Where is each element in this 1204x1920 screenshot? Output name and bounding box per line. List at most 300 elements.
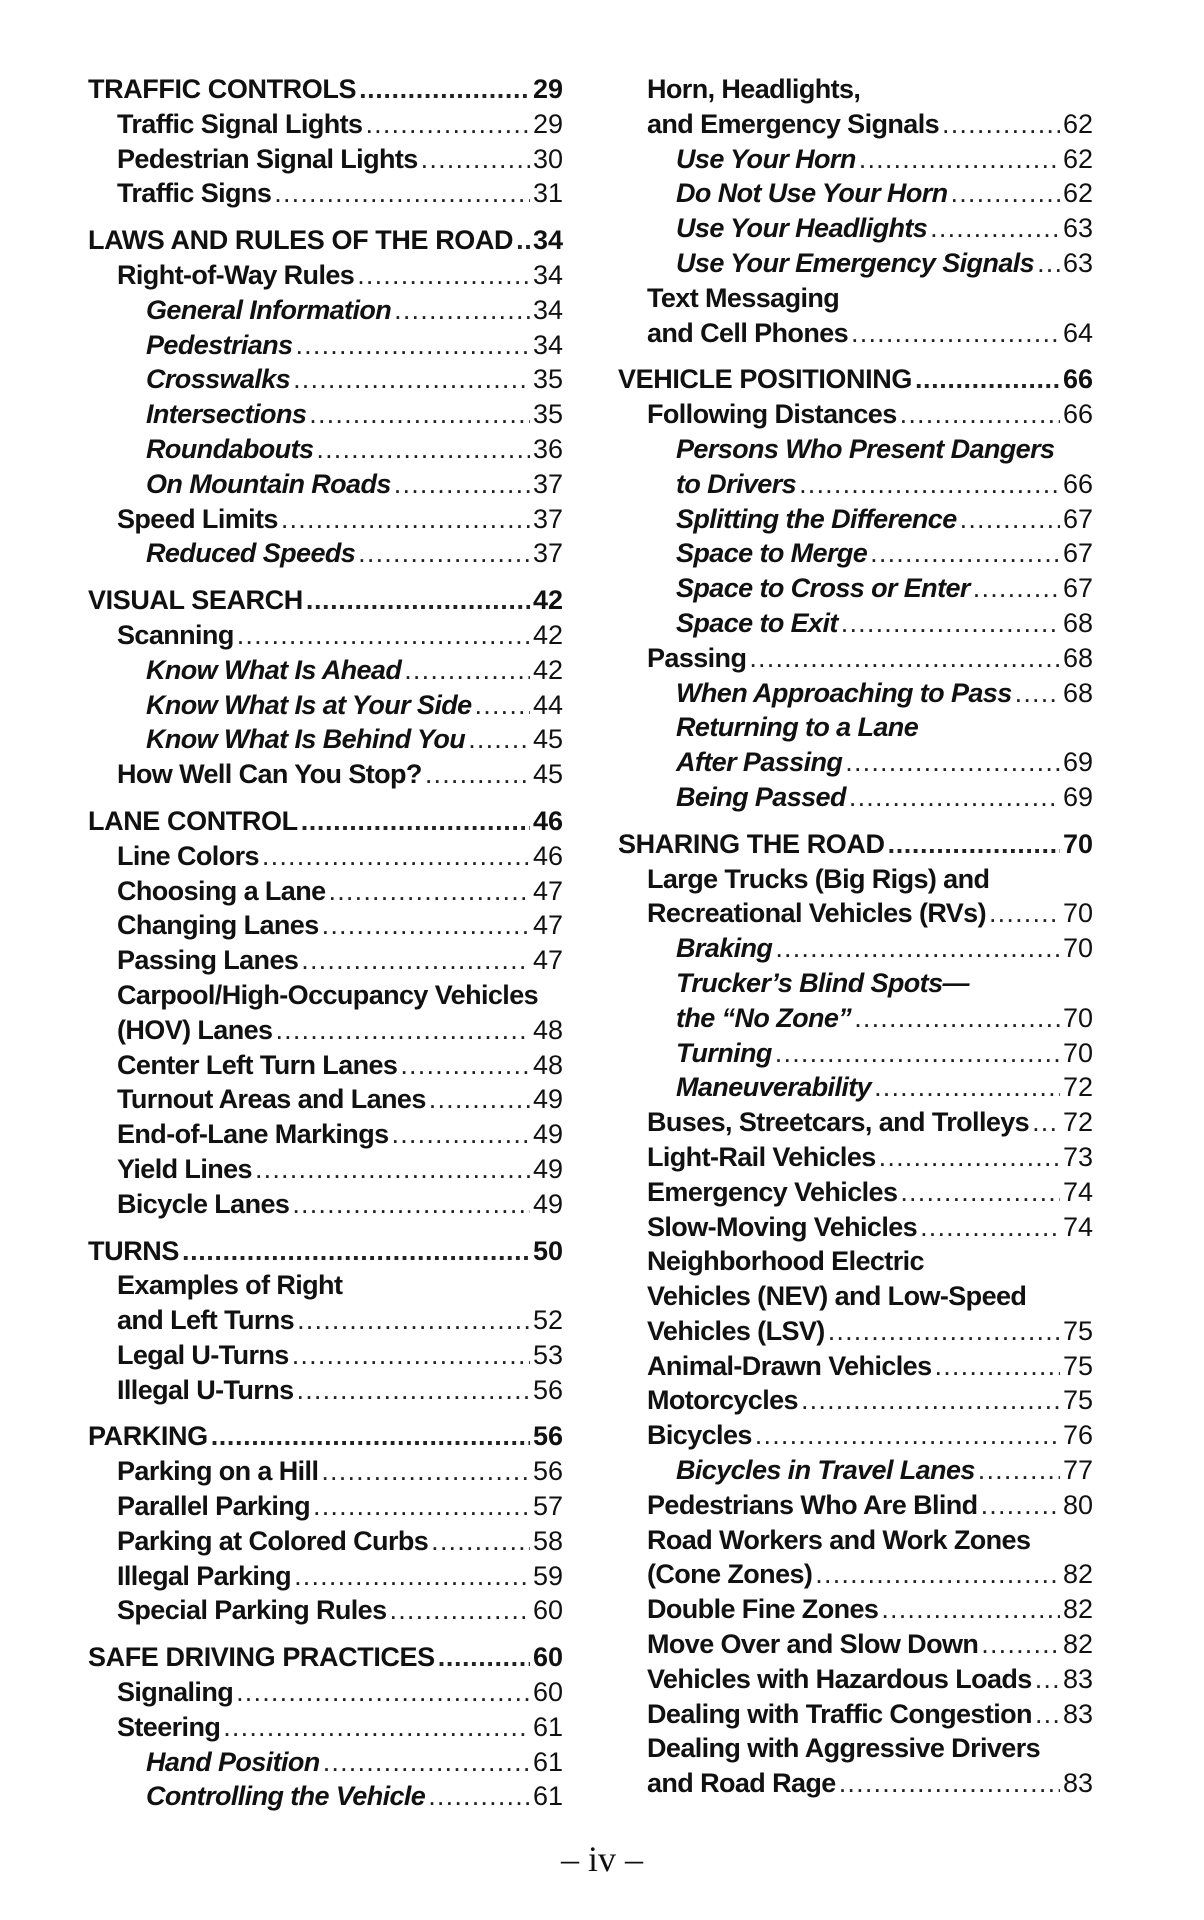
toc-entry-title: Examples of Right bbox=[117, 1270, 343, 1301]
toc-page-number[interactable]: 83 bbox=[1062, 1768, 1093, 1799]
toc-page-number[interactable]: 46 bbox=[532, 805, 563, 836]
toc-entry-title: LANE CONTROL bbox=[88, 805, 298, 836]
toc-entry-line bbox=[117, 1048, 563, 1083]
toc-page-number[interactable]: 73 bbox=[1062, 1141, 1093, 1172]
dot-leader bbox=[516, 223, 530, 258]
toc-entry-line bbox=[117, 502, 563, 537]
dot-leader bbox=[749, 641, 1060, 676]
toc-page-number[interactable]: 62 bbox=[1062, 108, 1093, 139]
toc-entry[interactable] bbox=[88, 908, 563, 943]
toc-section-heading[interactable] bbox=[88, 583, 563, 618]
toc-entry-line bbox=[117, 978, 563, 1013]
toc-page-number[interactable]: 70 bbox=[1062, 828, 1093, 859]
toc-page-number[interactable]: 66 bbox=[1062, 364, 1093, 395]
toc-entry[interactable] bbox=[88, 1338, 563, 1373]
toc-page-number[interactable]: 47 bbox=[532, 875, 563, 906]
toc-section-heading[interactable] bbox=[618, 827, 1093, 862]
toc-page-number[interactable]: 74 bbox=[1062, 1176, 1093, 1207]
toc-entry[interactable] bbox=[88, 1454, 563, 1489]
toc-entry-line bbox=[117, 1675, 563, 1710]
toc-page-number[interactable]: 61 bbox=[532, 1746, 563, 1777]
toc-entry-line bbox=[647, 1662, 1093, 1697]
toc-section-heading[interactable] bbox=[88, 223, 563, 258]
toc-entry-line bbox=[88, 72, 563, 107]
dot-leader bbox=[973, 571, 1060, 606]
toc-page-number[interactable]: 37 bbox=[532, 468, 563, 499]
toc-entry-line bbox=[146, 536, 563, 571]
toc-entry[interactable] bbox=[88, 978, 563, 1048]
dot-leader bbox=[322, 908, 530, 943]
toc-subentry[interactable] bbox=[88, 653, 563, 688]
toc-page-number[interactable]: 34 bbox=[532, 294, 563, 325]
toc-entry-title: and Emergency Signals bbox=[647, 108, 940, 139]
toc-entry-line bbox=[676, 1001, 1093, 1036]
toc-entry[interactable] bbox=[618, 72, 1093, 142]
toc-entry-title: Space to Exit bbox=[676, 607, 838, 638]
toc-page-number[interactable]: 45 bbox=[532, 724, 563, 755]
toc-subentry[interactable] bbox=[618, 606, 1093, 641]
toc-entry-title: Parking on a Hill bbox=[117, 1456, 319, 1487]
dot-leader bbox=[989, 896, 1060, 931]
dot-leader bbox=[357, 258, 530, 293]
toc-entry-line bbox=[88, 804, 563, 839]
toc-subentry[interactable] bbox=[618, 710, 1093, 780]
toc-entry-title: Motorcycles bbox=[647, 1385, 798, 1416]
toc-page-number[interactable]: 30 bbox=[532, 143, 563, 174]
toc-entry[interactable] bbox=[88, 1675, 563, 1710]
toc-page-number[interactable]: 67 bbox=[1062, 503, 1093, 534]
toc-entry-title: Splitting the Difference bbox=[676, 503, 957, 534]
toc-subentry[interactable] bbox=[88, 688, 563, 723]
toc-entry-title: When Approaching to Pass bbox=[676, 677, 1012, 708]
dot-leader bbox=[839, 1766, 1060, 1801]
toc-entry-line bbox=[88, 223, 563, 258]
toc-page-number[interactable]: 44 bbox=[532, 689, 563, 720]
toc-page-number[interactable]: 82 bbox=[1062, 1594, 1093, 1625]
toc-page-number[interactable]: 37 bbox=[532, 503, 563, 534]
toc-entry-line bbox=[117, 1454, 563, 1489]
toc-entry[interactable] bbox=[88, 1524, 563, 1559]
toc-page-number[interactable]: 75 bbox=[1062, 1315, 1093, 1346]
toc-section-heading[interactable] bbox=[88, 1419, 563, 1454]
toc-entry[interactable] bbox=[88, 1082, 563, 1117]
toc-page-number[interactable]: 60 bbox=[532, 1677, 563, 1708]
dot-leader bbox=[1035, 1697, 1060, 1732]
toc-page-number[interactable]: 70 bbox=[1062, 1002, 1093, 1033]
toc-page-number[interactable]: 83 bbox=[1062, 1698, 1093, 1729]
dot-leader bbox=[1037, 246, 1060, 281]
toc-entry[interactable] bbox=[88, 1187, 563, 1222]
toc-subentry[interactable] bbox=[618, 966, 1093, 1036]
toc-subentry[interactable] bbox=[88, 467, 563, 502]
toc-entry-line bbox=[647, 862, 1093, 897]
toc-entry[interactable] bbox=[88, 1048, 563, 1083]
toc-entry[interactable] bbox=[618, 397, 1093, 432]
toc-page-number[interactable]: 49 bbox=[532, 1153, 563, 1184]
toc-subentry[interactable] bbox=[88, 722, 563, 757]
dot-leader bbox=[281, 502, 530, 537]
toc-entry-line bbox=[117, 142, 563, 177]
toc-page-number[interactable]: 47 bbox=[532, 910, 563, 941]
toc-page-number[interactable]: 34 bbox=[532, 225, 563, 256]
toc-page-number[interactable]: 64 bbox=[1062, 317, 1093, 348]
toc-subentry[interactable] bbox=[618, 571, 1093, 606]
toc-entry-line bbox=[676, 571, 1093, 606]
toc-entry-line bbox=[676, 676, 1093, 711]
toc-page-number[interactable]: 49 bbox=[532, 1119, 563, 1150]
dot-leader bbox=[394, 293, 530, 328]
toc-entry-title: Buses, Streetcars, and Trolleys bbox=[647, 1107, 1030, 1138]
dot-leader bbox=[211, 1419, 530, 1454]
dot-leader bbox=[475, 688, 530, 723]
toc-page-number[interactable]: 57 bbox=[532, 1491, 563, 1522]
toc-subentry[interactable] bbox=[618, 176, 1093, 211]
toc-page-number[interactable]: 42 bbox=[532, 585, 563, 616]
toc-entry-line bbox=[146, 432, 563, 467]
toc-page-number[interactable]: 74 bbox=[1062, 1211, 1093, 1242]
toc-page-number[interactable]: 68 bbox=[1062, 607, 1093, 638]
toc-page-number[interactable]: 63 bbox=[1062, 247, 1093, 278]
dot-leader bbox=[182, 1234, 530, 1269]
toc-entry-title: How Well Can You Stop? bbox=[117, 759, 422, 790]
toc-page-number[interactable]: 50 bbox=[532, 1235, 563, 1266]
toc-entry-title: PARKING bbox=[88, 1421, 208, 1452]
toc-entry-line bbox=[117, 874, 563, 909]
toc-entry-title: Illegal U-Turns bbox=[117, 1374, 294, 1405]
toc-entry-line bbox=[647, 1105, 1093, 1140]
toc-page-number[interactable]: 72 bbox=[1062, 1107, 1093, 1138]
toc-page-number[interactable]: 37 bbox=[532, 538, 563, 569]
toc-subentry[interactable] bbox=[88, 362, 563, 397]
toc-entry-title: Braking bbox=[676, 933, 773, 964]
toc-entry[interactable] bbox=[88, 757, 563, 792]
toc-subentry[interactable] bbox=[618, 931, 1093, 966]
toc-page-number[interactable]: 69 bbox=[1062, 747, 1093, 778]
dot-leader bbox=[900, 397, 1060, 432]
toc-page-number[interactable]: 29 bbox=[532, 74, 563, 104]
toc-entry-title: Right-of-Way Rules bbox=[117, 259, 355, 290]
toc-entry-title: Being Passed bbox=[676, 781, 846, 812]
toc-entry-line bbox=[676, 710, 1093, 745]
toc-subentry[interactable] bbox=[88, 397, 563, 432]
dot-leader bbox=[1015, 676, 1060, 711]
toc-entry-title: Light-Rail Vehicles bbox=[647, 1141, 876, 1172]
toc-entry-title: Use Your Horn bbox=[676, 143, 856, 174]
toc-entry-line bbox=[676, 176, 1093, 211]
dot-leader bbox=[930, 211, 1060, 246]
toc-page-number[interactable]: 80 bbox=[1062, 1489, 1093, 1520]
toc-entry-line bbox=[676, 502, 1093, 537]
toc-page-number[interactable]: 68 bbox=[1062, 677, 1093, 708]
toc-page-number[interactable]: 49 bbox=[532, 1084, 563, 1115]
toc-section-heading[interactable] bbox=[618, 362, 1093, 397]
toc-entry[interactable] bbox=[88, 1710, 563, 1745]
toc-page-number[interactable]: 77 bbox=[1062, 1455, 1093, 1486]
toc-entry[interactable] bbox=[88, 502, 563, 537]
toc-page-number[interactable]: 48 bbox=[532, 1014, 563, 1045]
toc-entry-title: Choosing a Lane bbox=[117, 875, 326, 906]
toc-entry[interactable] bbox=[88, 1559, 563, 1594]
toc-page-number[interactable]: 35 bbox=[532, 399, 563, 430]
toc-section-heading[interactable] bbox=[88, 1234, 563, 1269]
dot-leader bbox=[359, 72, 530, 107]
toc-entry-title: SAFE DRIVING PRACTICES bbox=[88, 1642, 435, 1673]
toc-page-number[interactable]: 75 bbox=[1062, 1385, 1093, 1416]
toc-entry-line bbox=[647, 1210, 1093, 1245]
dot-leader bbox=[313, 1489, 530, 1524]
toc-entry[interactable] bbox=[88, 1152, 563, 1187]
toc-entry-title: Special Parking Rules bbox=[117, 1595, 387, 1626]
toc-entry[interactable] bbox=[88, 839, 563, 874]
toc-entry-title: Do Not Use Your Horn bbox=[676, 178, 948, 209]
toc-page-number[interactable]: 49 bbox=[532, 1188, 563, 1219]
toc-entry[interactable] bbox=[618, 1662, 1093, 1697]
toc-entry-line bbox=[676, 211, 1093, 246]
toc-section-heading[interactable] bbox=[88, 804, 563, 839]
toc-page-number[interactable]: 59 bbox=[532, 1560, 563, 1591]
toc-entry-line bbox=[88, 1419, 563, 1454]
toc-subentry[interactable] bbox=[618, 780, 1093, 815]
toc-entry-line bbox=[647, 107, 1093, 142]
toc-page-number[interactable]: 48 bbox=[532, 1049, 563, 1080]
toc-entry-line bbox=[88, 1234, 563, 1269]
toc-subentry[interactable] bbox=[88, 1779, 563, 1814]
toc-page-number[interactable]: 82 bbox=[1062, 1629, 1093, 1660]
toc-entry[interactable] bbox=[88, 176, 563, 211]
toc-page-number[interactable]: 36 bbox=[532, 433, 563, 464]
dot-leader bbox=[309, 397, 530, 432]
toc-entry[interactable] bbox=[88, 874, 563, 909]
dot-leader bbox=[881, 1592, 1060, 1627]
toc-entry[interactable] bbox=[88, 1489, 563, 1524]
dot-leader bbox=[468, 722, 530, 757]
toc-entry-title: Know What Is at Your Side bbox=[146, 689, 472, 720]
toc-page-number[interactable]: 52 bbox=[532, 1305, 563, 1336]
toc-entry-title: Dealing with Aggressive Drivers bbox=[647, 1733, 1041, 1764]
dot-leader bbox=[236, 1675, 530, 1710]
toc-entry-line bbox=[647, 1279, 1093, 1314]
toc-entry-title: and Road Rage bbox=[647, 1768, 836, 1799]
toc-subentry[interactable] bbox=[88, 293, 563, 328]
toc-entry[interactable] bbox=[618, 1105, 1093, 1140]
toc-entry-title: Passing Lanes bbox=[117, 945, 299, 976]
toc-entry[interactable] bbox=[618, 1731, 1093, 1801]
toc-entry-line bbox=[117, 1593, 563, 1628]
toc-page-number[interactable]: 62 bbox=[1062, 143, 1093, 174]
toc-subentry[interactable] bbox=[618, 1453, 1093, 1488]
dot-leader bbox=[323, 1745, 530, 1780]
toc-subentry[interactable] bbox=[618, 536, 1093, 571]
toc-page-number[interactable]: 68 bbox=[1062, 642, 1093, 673]
toc-entry[interactable] bbox=[88, 107, 563, 142]
toc-entry-title: Hand Position bbox=[146, 1746, 320, 1777]
toc-page-number[interactable]: 35 bbox=[532, 364, 563, 395]
toc-subentry[interactable] bbox=[88, 328, 563, 363]
toc-section-heading[interactable] bbox=[88, 72, 563, 107]
toc-subentry[interactable] bbox=[618, 1070, 1093, 1105]
toc-entry-line bbox=[676, 780, 1093, 815]
toc-entry[interactable] bbox=[88, 1117, 563, 1152]
toc-entry[interactable] bbox=[618, 1627, 1093, 1662]
toc-entry[interactable] bbox=[618, 1140, 1093, 1175]
toc-subentry[interactable] bbox=[618, 432, 1093, 502]
toc-page-number[interactable]: 70 bbox=[1062, 933, 1093, 964]
toc-entry-title: Dealing with Traffic Congestion bbox=[647, 1698, 1032, 1729]
dot-leader bbox=[400, 1048, 530, 1083]
toc-entry-title: to Drivers bbox=[676, 468, 797, 499]
dot-leader bbox=[775, 1036, 1060, 1071]
toc-subentry[interactable] bbox=[618, 1036, 1093, 1071]
toc-page-number[interactable]: 70 bbox=[1062, 898, 1093, 929]
toc-entry-title: Line Colors bbox=[117, 840, 259, 871]
toc-entry-line bbox=[676, 1070, 1093, 1105]
toc-subentry[interactable] bbox=[88, 432, 563, 467]
toc-subentry[interactable] bbox=[88, 1745, 563, 1780]
dot-leader bbox=[321, 1454, 530, 1489]
toc-entry-title: Controlling the Vehicle bbox=[146, 1781, 426, 1812]
toc-entry[interactable] bbox=[618, 1175, 1093, 1210]
dot-leader bbox=[301, 943, 530, 978]
toc-page-number[interactable]: 62 bbox=[1062, 178, 1093, 209]
toc-page-number[interactable]: 83 bbox=[1062, 1663, 1093, 1694]
toc-page-number[interactable]: 67 bbox=[1062, 573, 1093, 604]
toc-entry-title: and Cell Phones bbox=[647, 317, 849, 348]
toc-entry[interactable] bbox=[618, 1383, 1093, 1418]
toc-entry-line bbox=[647, 1557, 1093, 1592]
toc-entry-line bbox=[647, 1314, 1093, 1349]
toc-page-number[interactable]: 82 bbox=[1062, 1559, 1093, 1590]
toc-entry[interactable] bbox=[618, 1418, 1093, 1453]
toc-page-number[interactable]: 29 bbox=[532, 108, 563, 139]
toc-entry[interactable] bbox=[618, 1244, 1093, 1348]
toc-page-number[interactable]: 75 bbox=[1062, 1350, 1093, 1381]
toc-page-number[interactable]: 70 bbox=[1062, 1037, 1093, 1068]
toc-section-heading[interactable] bbox=[88, 1640, 563, 1675]
toc-page-number[interactable]: 47 bbox=[532, 945, 563, 976]
dot-leader bbox=[874, 1070, 1060, 1105]
toc-entry-line bbox=[647, 641, 1093, 676]
page-number-folio: – iv – bbox=[560, 1839, 643, 1879]
dot-leader bbox=[274, 176, 530, 211]
toc-subentry[interactable] bbox=[88, 536, 563, 571]
toc-entry[interactable] bbox=[88, 1593, 563, 1628]
toc-entry-line bbox=[117, 1710, 563, 1745]
toc-entry-line bbox=[146, 1779, 563, 1814]
toc-page-number[interactable]: 31 bbox=[532, 178, 563, 209]
toc-page-number[interactable]: 67 bbox=[1062, 538, 1093, 569]
toc-entry[interactable] bbox=[618, 862, 1093, 932]
toc-page-number[interactable]: 53 bbox=[532, 1339, 563, 1370]
toc-entry-title: Vehicles with Hazardous Loads bbox=[647, 1663, 1032, 1694]
toc-page-number[interactable]: 34 bbox=[532, 259, 563, 290]
toc-entry-title: Persons Who Present Dangers bbox=[676, 433, 1055, 464]
toc-entry[interactable] bbox=[88, 142, 563, 177]
toc-entry-title: Use Your Headlights bbox=[676, 213, 928, 244]
toc-page-number[interactable]: 63 bbox=[1062, 213, 1093, 244]
toc-page-number[interactable]: 60 bbox=[532, 1595, 563, 1626]
toc-entry[interactable] bbox=[618, 1349, 1093, 1384]
dot-leader bbox=[275, 1013, 530, 1048]
toc-entry-line bbox=[117, 1117, 563, 1152]
toc-entry-title: the “No Zone” bbox=[676, 1002, 852, 1033]
toc-page-number[interactable]: 58 bbox=[532, 1525, 563, 1556]
dot-leader bbox=[851, 316, 1060, 351]
toc-entry-title: LAWS AND RULES OF THE ROAD bbox=[88, 225, 514, 256]
toc-page-number[interactable]: 56 bbox=[532, 1421, 563, 1452]
toc-entry-title: Recreational Vehicles (RVs) bbox=[647, 898, 986, 929]
toc-subentry[interactable] bbox=[618, 211, 1093, 246]
toc-entry[interactable] bbox=[618, 1210, 1093, 1245]
toc-entry[interactable] bbox=[88, 1373, 563, 1408]
toc-entry-title: Know What Is Behind You bbox=[146, 724, 466, 755]
toc-entry[interactable] bbox=[618, 1523, 1093, 1593]
toc-entry[interactable] bbox=[618, 1592, 1093, 1627]
toc-page-number[interactable]: 60 bbox=[532, 1642, 563, 1673]
dot-leader bbox=[1032, 1105, 1060, 1140]
toc-page-number[interactable]: 45 bbox=[532, 759, 563, 790]
dot-leader bbox=[775, 931, 1060, 966]
toc-page-number[interactable]: 42 bbox=[532, 619, 563, 650]
toc-page-number[interactable]: 34 bbox=[532, 329, 563, 360]
toc-entry[interactable] bbox=[618, 1697, 1093, 1732]
toc-page-number[interactable]: 56 bbox=[532, 1456, 563, 1487]
toc-page-number[interactable]: 72 bbox=[1062, 1072, 1093, 1103]
toc-entry-title: (HOV) Lanes bbox=[117, 1014, 273, 1045]
toc-entry-title: Roundabouts bbox=[146, 433, 314, 464]
dot-leader bbox=[845, 745, 1060, 780]
toc-page-number[interactable]: 69 bbox=[1062, 781, 1093, 812]
toc-entry-line bbox=[647, 1731, 1093, 1766]
toc-entry-title: Returning to a Lane bbox=[676, 712, 919, 743]
toc-page-number[interactable]: 61 bbox=[532, 1711, 563, 1742]
dot-leader bbox=[428, 1779, 530, 1814]
dot-leader bbox=[755, 1418, 1060, 1453]
toc-entry[interactable] bbox=[618, 1488, 1093, 1523]
toc-entry[interactable] bbox=[618, 641, 1093, 676]
toc-entry-title: Legal U-Turns bbox=[117, 1339, 289, 1370]
toc-entry-title: Yield Lines bbox=[117, 1153, 252, 1184]
toc-entry[interactable] bbox=[618, 281, 1093, 351]
toc-entry-title: Vehicles (NEV) and Low-Speed bbox=[647, 1281, 1027, 1312]
dot-leader bbox=[223, 1710, 530, 1745]
toc-subentry[interactable] bbox=[618, 502, 1093, 537]
dot-leader bbox=[358, 536, 530, 571]
toc-page-number[interactable]: 66 bbox=[1062, 399, 1093, 430]
toc-page-number[interactable]: 46 bbox=[532, 840, 563, 871]
dot-leader bbox=[429, 1082, 530, 1117]
toc-page-number[interactable]: 56 bbox=[532, 1374, 563, 1405]
toc-entry[interactable] bbox=[88, 943, 563, 978]
toc-page-number[interactable]: 76 bbox=[1062, 1420, 1093, 1451]
toc-entry-line bbox=[676, 536, 1093, 571]
toc-entry-line bbox=[88, 583, 563, 618]
toc-entry-line bbox=[676, 745, 1093, 780]
dot-leader bbox=[888, 827, 1060, 862]
toc-page-number[interactable]: 66 bbox=[1062, 468, 1093, 499]
toc-entry-title: Signaling bbox=[117, 1677, 234, 1708]
toc-entry-line bbox=[647, 316, 1093, 351]
toc-subentry[interactable] bbox=[618, 676, 1093, 711]
toc-page-number[interactable]: 42 bbox=[532, 654, 563, 685]
toc-entry[interactable] bbox=[88, 258, 563, 293]
toc-entry-line bbox=[146, 688, 563, 723]
toc-entry-line bbox=[117, 1187, 563, 1222]
toc-subentry[interactable] bbox=[618, 142, 1093, 177]
toc-entry[interactable] bbox=[88, 1268, 563, 1338]
toc-entry[interactable] bbox=[88, 618, 563, 653]
toc-page-number[interactable]: 61 bbox=[532, 1781, 563, 1812]
toc-subentry[interactable] bbox=[618, 246, 1093, 281]
